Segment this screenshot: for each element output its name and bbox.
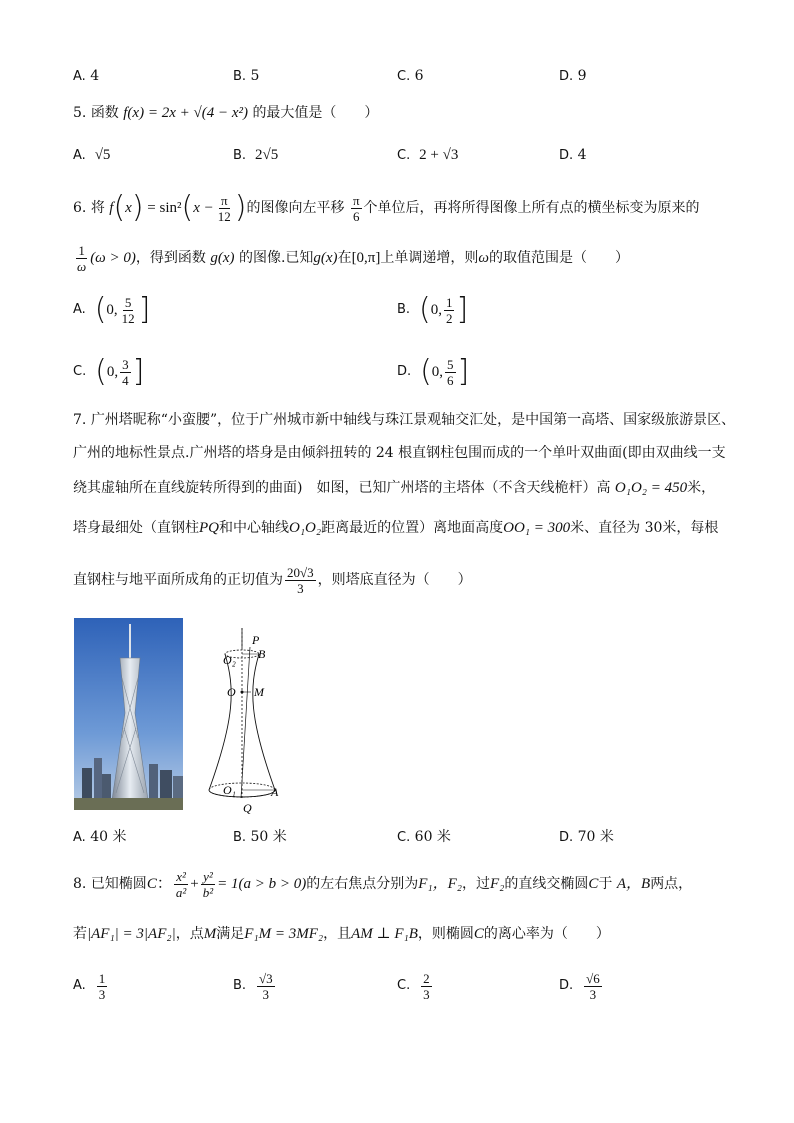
stem-text: 直钢柱与地平面所成角的正切值为 [73,572,283,588]
option-label: B. [397,302,411,317]
bracket: ] [457,354,470,389]
label-O2: O₂ [223,653,236,667]
q5-option-b[interactable] [233,146,278,165]
q8-option-b[interactable] [233,966,277,1006]
stem-text: ，得到函数 [135,250,206,266]
zero: 0, [106,302,118,318]
formula-omega-cond: (ω > 0) [90,250,136,266]
colon: ： [156,876,172,892]
stem-text: 的取值范围是（ ） [488,250,629,266]
stem-text: 广州塔昵称“小蛮腰”，位于广州城市新中轴线与珠江景观轴交汇处，是中国第一高塔、国家级旅游景区、 [90,412,736,428]
label-Q: Q [243,801,252,815]
stem-text: 在 [337,250,352,266]
option-label: C. [397,148,411,163]
q7-line-1 [73,411,735,429]
q7-option-b[interactable] [233,828,287,847]
q6-option-a[interactable] [73,290,150,330]
formula: O₁O₂ = 450 [614,480,688,496]
stem-text: 满足 [216,926,245,942]
option-fraction: $\frac{1}{2}$ [445,294,453,326]
stem-text: ，则椭圆 [417,926,474,942]
option-label: A. [73,830,86,845]
q7-line-2 [73,444,726,462]
option-label: A. [73,978,86,993]
q8-line-2 [73,925,610,943]
fraction-tangent: $\frac{20√3}{3}$ [287,564,314,596]
q7-option-a[interactable] [73,828,127,847]
stem-text: 两点， [650,876,693,892]
option-text: 4 [90,68,100,84]
q6-line-2 [73,240,629,276]
formula-gx: g(x) [313,250,338,266]
formula-interval: [0,π] [351,250,381,266]
question-number: 8. [73,876,87,892]
stem-text: 的离心率为（ ） [483,926,610,942]
formula: M [203,926,217,942]
q7-option-d[interactable] [559,828,614,847]
q7-option-c[interactable] [397,828,451,847]
q6-option-c[interactable] [73,352,144,392]
formula-sin: = sin² [143,200,182,216]
label-A: A [271,785,279,799]
q4-option-c[interactable] [397,67,424,86]
stem-text: 距离最近的位置）离地面高度 [321,520,504,536]
formula: F₁，F₂ [418,876,462,892]
option-label: D. [559,69,574,84]
label-M: M [254,685,264,699]
stem-text: 函数 [90,105,119,121]
zero: 0, [431,364,444,380]
formula-gx: g(x) [210,250,235,266]
stem-text: 米， [687,480,716,496]
stem-text: 的直线交椭圆 [504,876,589,892]
q5-option-d[interactable] [559,146,587,165]
q7-line-4 [73,519,718,537]
option-text: 70 米 [577,829,614,845]
stem-text: 于 [598,876,613,892]
option-text: 4 [577,147,587,163]
q4-option-b[interactable] [233,67,259,86]
q6-option-b[interactable] [397,290,468,330]
stem-text: 个单位后，再将所得图像上所有点的横坐标变为原来的 [363,200,700,216]
formula: O₁O₂ [289,520,322,536]
option-fraction: $\frac{5}{12}$ [121,294,135,326]
stem-text: ，点 [175,926,204,942]
paren: ) [131,190,144,225]
fraction-pi-6: $\frac{\pi}{6}$ [352,192,360,224]
formula: OO₁ = 300 [503,520,571,536]
paren: ) [234,190,247,225]
formula: PQ [199,520,219,536]
option-label: C. [73,364,87,379]
stem-text: 广州的地标性景点.广州塔的塔身是由倾斜扭转的 24 根直钢柱包围而成的一个单叶双曲面(即由双曲线一支 [73,445,726,461]
q8-option-c[interactable] [397,966,434,1006]
option-label: C. [397,69,411,84]
stem-text: 的最大值是（ ） [252,105,379,121]
option-text: 6 [414,68,424,84]
hyperboloid-svg [205,628,285,818]
option-fraction: $\frac{5}{6}$ [447,356,454,388]
canton-tower-photo [74,618,183,810]
option-fraction: $\frac{3}{4}$ [122,356,129,388]
tower-photo-image [74,618,183,810]
stem-text: 若 [73,926,87,942]
q5-option-a[interactable] [73,146,110,165]
paren: ( [420,354,432,389]
zero: 0, [106,364,119,380]
formula: AM ⊥ F₁B [351,926,418,942]
label-P: P [252,633,260,647]
q4-option-a[interactable] [73,67,99,86]
label-B: B [258,647,266,661]
option-text: 40 米 [90,829,127,845]
option-fraction: $\frac{√3}{3}$ [258,970,273,1002]
fraction-pi-12: $\frac{\pi}{12}$ [217,192,231,224]
stem-text: 的图像向左平移 [246,200,345,216]
stem-text: 上单调递增，则 [380,250,479,266]
stem-text: 塔身最细处（直钢柱 [73,520,199,536]
option-label: D. [397,364,412,379]
paren: ( [95,354,107,389]
option-text: 50 米 [250,829,287,845]
question-number: 6. [73,200,87,216]
question-number: 7. [73,412,87,428]
q6-line-1 [73,190,700,226]
option-label: B. [233,830,247,845]
paren: ( [94,292,107,327]
q4-option-d[interactable] [559,67,587,86]
stem-text: 已知椭圆 [90,876,147,892]
option-label: A. [73,148,86,163]
stem-text: 将 [90,200,105,216]
formula-fx: f [109,200,114,216]
option-label: D. [559,148,574,163]
formula: |AF₁| = 3|AF₂| [87,926,176,942]
stem-text: 绕其虚轴所在直线旋转所得到的曲面) 如图，已知广州塔的主塔体（不含天线桅杆）高 [73,480,611,496]
formula-x: x [125,200,132,216]
hyperboloid-diagram [205,628,285,818]
q8-line-1 [73,864,692,904]
q8-option-d[interactable] [559,966,604,1006]
formula-vector: F₁M = 3MF₂ [244,926,324,942]
option-label: D. [559,830,574,845]
formula: C [588,876,599,892]
option-text: √5 [94,147,111,163]
option-fraction: $\frac{1}{3}$ [98,970,106,1002]
option-text: 60 米 [414,829,451,845]
option-fraction: $\frac{√6}{3}$ [586,970,600,1002]
bracket: ] [132,354,145,389]
stem-text: 和中心轴线 [219,520,289,536]
bracket: ] [138,292,151,327]
option-label: A. [73,69,86,84]
option-label: C. [397,978,411,993]
formula: f(x) = 2x + √(4 − x²) [123,105,248,121]
option-label: B. [233,69,247,84]
formula: C [473,926,484,942]
paren: ( [113,190,126,225]
formula-x: x − [193,200,214,216]
option-label: B. [233,978,247,993]
option-label: C. [397,830,411,845]
stem-text: 米、直径为 30米，每根 [570,520,719,536]
q7-line-3 [73,479,715,497]
option-label: B. [233,148,247,163]
stem-text: ，过 [462,876,490,892]
option-text: 9 [577,68,587,84]
paren: ( [418,292,431,327]
q5-stem [73,104,378,122]
option-fraction: $\frac{2}{3}$ [423,970,430,1002]
stem-text: ，且 [323,926,352,942]
label-O: O [227,685,236,699]
stem-text: 的左右焦点分别为 [306,876,419,892]
fraction-1-omega: $\frac{1}{\omega}$ [77,242,87,274]
q7-line-5 [73,560,472,600]
question-number: 5. [73,105,87,121]
formula-ellipse-cond: = 1(a > b > 0) [217,876,307,892]
plus: + [190,876,199,892]
option-label: A. [73,302,86,317]
option-text: 2 + √3 [419,147,459,163]
label-O1: O₁ [223,783,236,797]
formula: F₂ [490,876,505,892]
zero: 0, [430,302,442,318]
option-label: D. [559,978,574,993]
fraction-y2-b2: $\frac{\text{y²}}{\text{b²}}$ [202,868,214,900]
option-text: 2√5 [254,147,279,163]
bracket: ] [456,292,469,327]
stem-text: 的图像.已知 [238,250,314,266]
paren: ( [181,190,194,225]
formula: C [146,876,157,892]
formula-omega: ω [478,250,489,266]
formula: A，B [616,876,651,892]
q5-option-c[interactable] [397,146,458,165]
option-text: 5 [250,68,260,84]
fraction-x2-a2: $\frac{\text{x²}}{\text{a²}}$ [175,868,187,900]
stem-text: ，则塔底直径为（ ） [317,572,472,588]
q8-option-a[interactable] [73,966,109,1006]
q6-option-d[interactable] [397,352,469,392]
